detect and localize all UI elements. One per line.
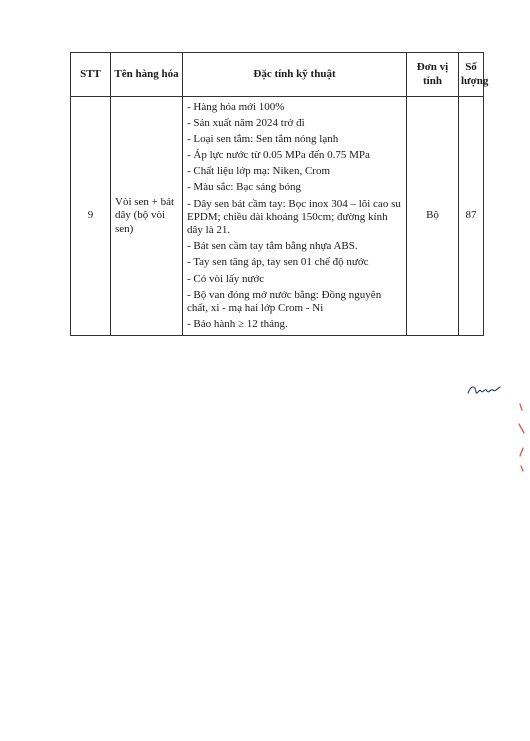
table-row [71,97,484,336]
spec-list [187,99,403,333]
row-specifications [183,97,407,336]
spec-item: - Màu sắc: Bạc sáng bóng [187,180,403,196]
spec-item: - Bảo hành ≥ 12 tháng. [187,317,403,333]
spec-item: - Bộ van đóng mở nước bằng: Đồng nguyên chất, xi - mạ hai lớp Crom - Ni [187,287,403,316]
spec-item: - Sản xuất năm 2024 trở đi [187,115,403,131]
table-header-row [71,53,484,97]
spec-item: - Bát sen cầm tay tắm bằng nhựa ABS. [187,239,403,255]
handwritten-initials [466,382,502,398]
header-specifications: Đặc tính kỹ thuật [183,53,407,97]
spec-item: - Áp lực nước từ 0.05 MPa đến 0.75 MPa [187,148,403,164]
spec-item: - Tay sen tăng áp, tay sen 01 chế độ nước [187,255,403,271]
header-unit: Đơn vị tính [407,53,459,97]
spec-item: - Chất liệu lớp mạ: Niken, Crom [187,164,403,180]
header-stt: STT [71,53,111,97]
header-quantity: Số lượng [459,53,484,97]
spec-table [70,52,489,336]
row-product-name: Vòi sen + bát dây (bộ vòi sen) [111,97,183,336]
spec-item: - Có vòi lấy nước [187,271,403,287]
row-stt: 9 [71,97,111,336]
header-product-name: Tên hàng hóa [111,53,183,97]
spec-item: - Loại sen tắm: Sen tắm nóng lạnh [187,131,403,147]
spec-item: - Dây sen bát cầm tay: Bọc inox 304 – lõi cao su EPDM; chiều dài khoảng 150cm; đường kính dây là 21. [187,196,403,239]
row-quantity: 87 [459,97,484,336]
spec-item: - Hàng hóa mới 100% [187,99,403,115]
row-unit: Bộ [407,97,459,336]
stamp-edge-marks [508,398,528,478]
